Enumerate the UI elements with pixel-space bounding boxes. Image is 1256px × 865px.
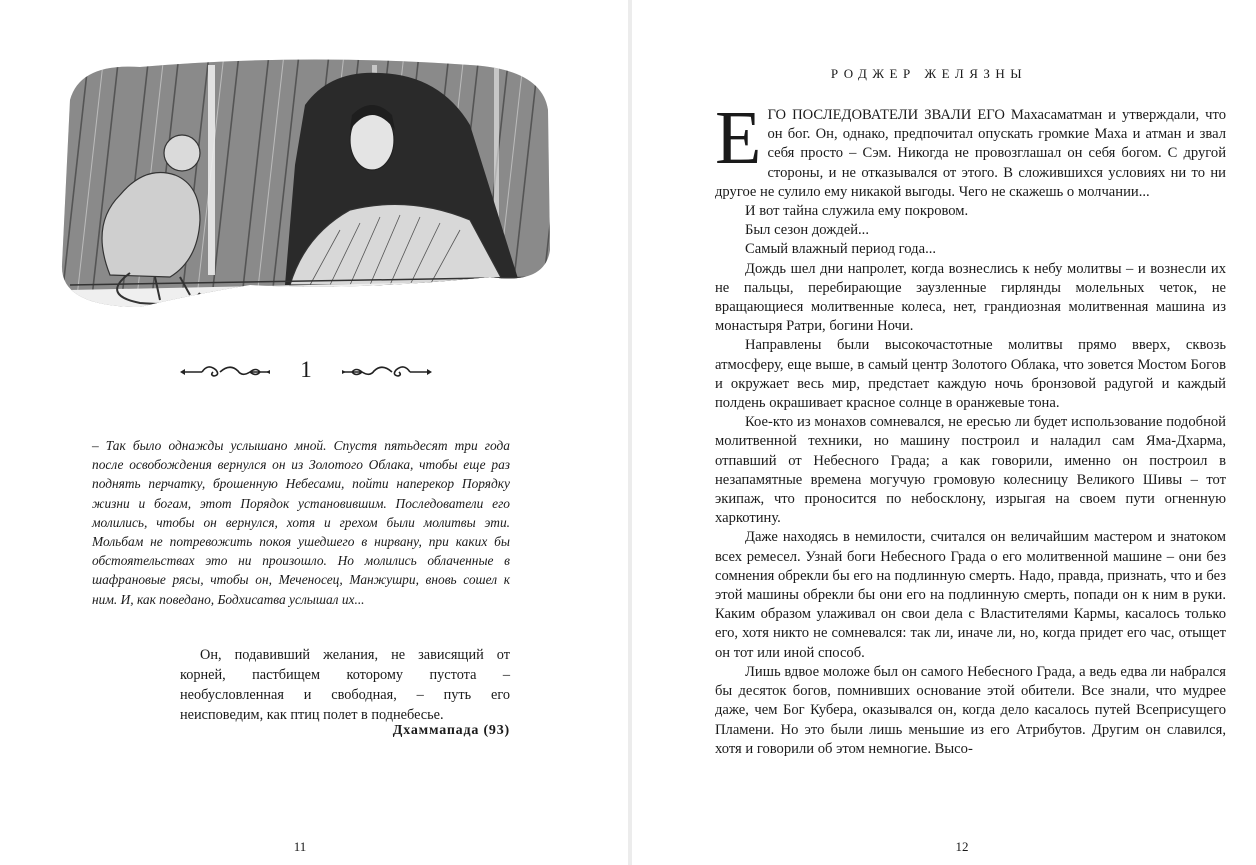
body-paragraph: Лишь вдвое моложе был он самого Небесного Града, а ведь едва ли набрался бы десяток богов, помнивших основание этой обители. Все знали, что мудрее даже, чем Бог Кубера, оказывался он, когда дело касалось путей Всеприсущего Пламени. Но это были лишь меньшие из его Атрибутов. Другим он славился, хотя и говорили об этом немногие. Высо- — [715, 663, 1226, 757]
vine-flourish-ornament-icon — [340, 361, 432, 383]
body-paragraph: Дождь шел дни напролет, когда вознеслись к небу молитвы – и вознесли их не пальцы, перебирающие заузленные гирлянды молельных четок, не вращающиеся молитвенные колеса, нет, грандиозная молитвенная машина из монастыря Ратри, богини Ночи. — [715, 260, 1226, 335]
right-page — [632, 0, 1256, 865]
body-paragraph: Самый влажный период года... — [745, 241, 937, 258]
body-paragraph: И вот тайна служила ему покровом. — [745, 203, 969, 220]
body-paragraph: Кое-кто из монахов сомневался, не ересью ли будет использование подобной молитвенной техники, но машину построил и наладил сам Яма-Дхарма, отпавший от Небесного Града; а как говорили, именно он построил в незапамятные времена могучую громовую колесницу Великого Шивы – тот экипаж, что проносится по небосклону, изрыгая на своем пути огненную харкотину. — [715, 414, 1226, 527]
page-number-left: 11 — [293, 839, 307, 854]
drop-cap: Е — [715, 96, 762, 180]
epigraph-source: Дхаммапада (93) — [392, 723, 510, 738]
chapter-heading — [180, 355, 435, 387]
body-paragraph: ЕГО ПОСЛЕДОВАТЕЛИ ЗВАЛИ ЕГО Махасаматман и утверждали, что он бог. Он, однако, предпочитал опускать громкие Маха и атман и звал себя просто – Сэм. Никогда не провозглашал он себя богом. С другой стороны, и не отказывался от этого. В сложившихся условиях ни то ни другое не сулило ему никакой выгоды. Чего не скажешь о молчании... — [715, 96, 1226, 200]
vine-flourish-ornament-icon — [180, 361, 272, 383]
chapter-intro-text: – Так было однажды услышано мной. Спустя пятьдесят три года после освобождения вернулся он из Золотого Облака, чтобы еще раз поднять перчатку, брошенную Небесами, пойти наперекор Порядку жизни и богам, этот Порядок установившим. Последователи его молились, чтобы он вернулся, хотя и грехом были молитвы эти. Мольбам не потревожить покоя ушедшего в нирвану, при каких бы обстоятельствах это ни произошло. Но молились облаченные в шафрановые рясы, чтобы он, Меченосец, Манжушри, вновь сошел к ним. И, как поведано, Бодхисатва услышал их... — [92, 438, 510, 607]
chapter-number: 1 — [300, 357, 312, 382]
running-head-author: РОДЖЕР ЖЕЛЯЗНЫ — [830, 66, 1028, 81]
body-paragraph: Направлены были высокочастотные молитвы прямо вверх, сквозь атмосферу, еще выше, в самый центр Золотого Облака, что зовется Мостом Богов и окружает весь мир, предстает каждую ночь бронзовой радугой и каждый полдень окрашивает красное солнце в оранжевые тона. — [715, 337, 1226, 412]
epigraph-quote: Он, подавивший желания, не зависящий от корней, пастбищем которому пустота – необусловленная и свободная, – путь его неисповедим, как птиц полет в поднебесье. — [180, 647, 510, 723]
body-paragraph: Даже находясь в немилости, считался он величайшим мастером и знатоком всех ремесел. Узнай боги Небесного Града о его молитвенной машине – они без сомнения обрекли бы его на подлинную смерть. Надо, правда, признать, что и без этой машины обрекли бы они его на подлинную смерть, попади он к ним в руки. Каким образом улаживал он свои дела с Властителями Кармы, касалось только его, хотя никто не сомневался: так ли, иначе ли, но, когда придет его час, отыщет он тот или иной способ. — [715, 529, 1226, 661]
chapter-body-text — [715, 96, 1226, 759]
monkey-and-robed-figure-in-rain-illustration — [50, 45, 555, 315]
body-paragraph: Был сезон дождей... — [745, 222, 869, 239]
page-number-right: 12 — [955, 839, 969, 854]
